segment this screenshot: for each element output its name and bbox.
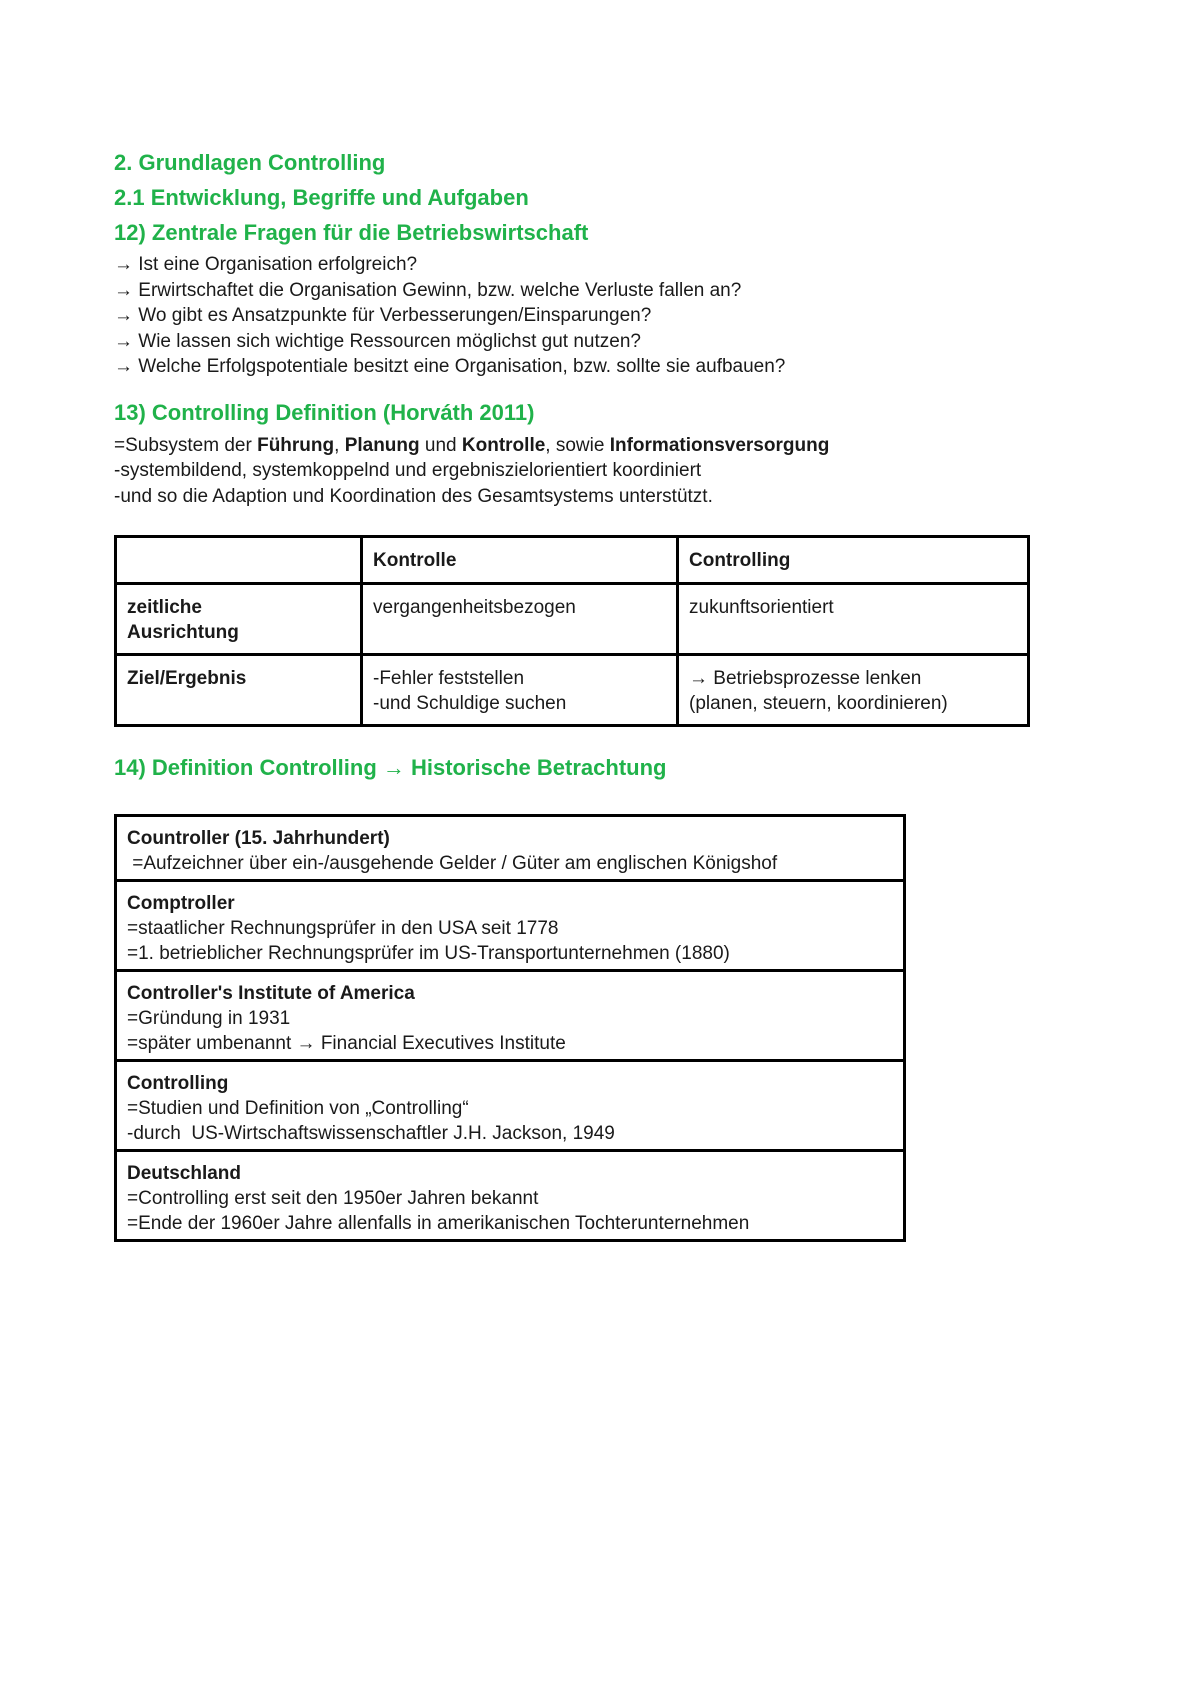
definition-text: , sowie [545,434,610,456]
history-title: Controlling [127,1073,229,1094]
definition-line-1 [114,433,1114,459]
table-cell-line: Ziel/Ergebnis [127,668,247,689]
history-title: Countroller (15. Jahrhundert) [127,828,390,849]
table-row-label [116,655,362,726]
list-item: → Wie lassen sich wichtige Ressourcen möglichst gut nutzen? [114,330,641,352]
comparison-table [114,535,1030,727]
definition-line-2: -systembildend, systemkoppelnd und ergebniszielorientiert koordiniert [114,460,702,481]
subsection-13-title: 13) Controlling Definition (Horváth 2011) [114,399,535,425]
history-line: -durch US-Wirtschaftswissenschaftler J.H. Jackson, 1949 [127,1123,615,1144]
table-cell-line: vergangenheitsbezogen [373,597,576,618]
table-cell-line: -und Schuldige suchen [373,693,567,714]
table-cell-line: (planen, steuern, koordinieren) [689,693,948,714]
table-cell-line: zeitliche [127,597,202,618]
document-page [114,150,1114,1242]
definition-keyword: Führung [257,434,335,456]
history-line: =staatlicher Rechnungsprüfer in den USA seit 1778 [127,918,559,939]
table-cell-line: -Fehler feststellen [373,668,525,689]
table-header-cell: Kontrolle [362,537,678,584]
table-row-label [116,584,362,655]
list-item: → Erwirtschaftet die Organisation Gewinn, bzw. welche Verluste fallen an? [114,279,742,301]
table-cell-line: zukunftsorientiert [689,597,834,618]
history-line: =Aufzeichner über ein-/ausgehende Gelder / Güter am englischen Königshof [127,853,778,874]
history-cell [116,971,905,1061]
list-item: → Welche Erfolgspotentiale besitzt eine Organisation, bzw. sollte sie aufbauen? [114,356,786,377]
history-title: Controller's Institute of America [127,983,415,1004]
table-cell [678,655,1029,726]
table-row [116,1061,905,1151]
definition-text: =Subsystem der [114,434,258,456]
table-cell-line: Ausrichtung [127,622,239,643]
definition-text: und [419,434,462,456]
history-line: =Controlling erst seit den 1950er Jahren bekannt [127,1188,539,1209]
history-title: Deutschland [127,1163,242,1184]
table-cell [362,584,678,655]
definition-line-3: -und so die Adaption und Koordination des Gesamtsystems unterstützt. [114,485,713,507]
history-table [114,814,906,1242]
history-title: Comptroller [127,893,235,914]
list-item: → Wo gibt es Ansatzpunkte für Verbesserungen/Einsparungen? [114,305,652,326]
table-header-cell [116,537,362,584]
table-row [116,655,1029,726]
definition-text: , [334,434,345,456]
table-cell-line: → Betriebsprozesse lenken [689,668,922,689]
table-cell [362,655,678,726]
history-line: =Gründung in 1931 [127,1008,291,1029]
table-row [116,881,905,971]
table-row [116,971,905,1061]
history-cell [116,1151,905,1241]
table-row [116,816,905,881]
table-row [116,537,1029,584]
history-cell [116,816,905,881]
definition-keyword: Informationsversorgung [609,434,830,456]
table-header-cell: Controlling [678,537,1029,584]
history-line: =Ende der 1960er Jahre allenfalls in amerikanischen Tochterunternehmen [127,1213,750,1234]
definition-block [114,433,1114,510]
definition-keyword: Kontrolle [461,434,546,456]
definition-keyword: Planung [344,434,420,456]
chapter-title: 2. Grundlagen Controlling [114,150,386,175]
history-cell [116,881,905,971]
section-title: 2.1 Entwicklung, Begriffe und Aufgaben [114,185,529,210]
list-item: → Ist eine Organisation erfolgreich? [114,254,418,275]
history-line: =Studien und Definition von „Controlling“ [127,1098,469,1119]
subsection-12-title: 12) Zentrale Fragen für die Betriebswirtschaft [114,220,589,245]
history-line: =1. betrieblicher Rechnungsprüfer im US-Transportunternehmen (1880) [127,943,730,964]
table-cell [678,584,1029,655]
history-line: =später umbenannt → Financial Executives Institute [127,1033,566,1054]
subsection-14-title: 14) Definition Controlling → Historische Betrachtung [114,755,667,780]
table-row [116,1151,905,1241]
questions-list [114,252,1114,380]
table-row [116,584,1029,655]
history-cell [116,1061,905,1151]
